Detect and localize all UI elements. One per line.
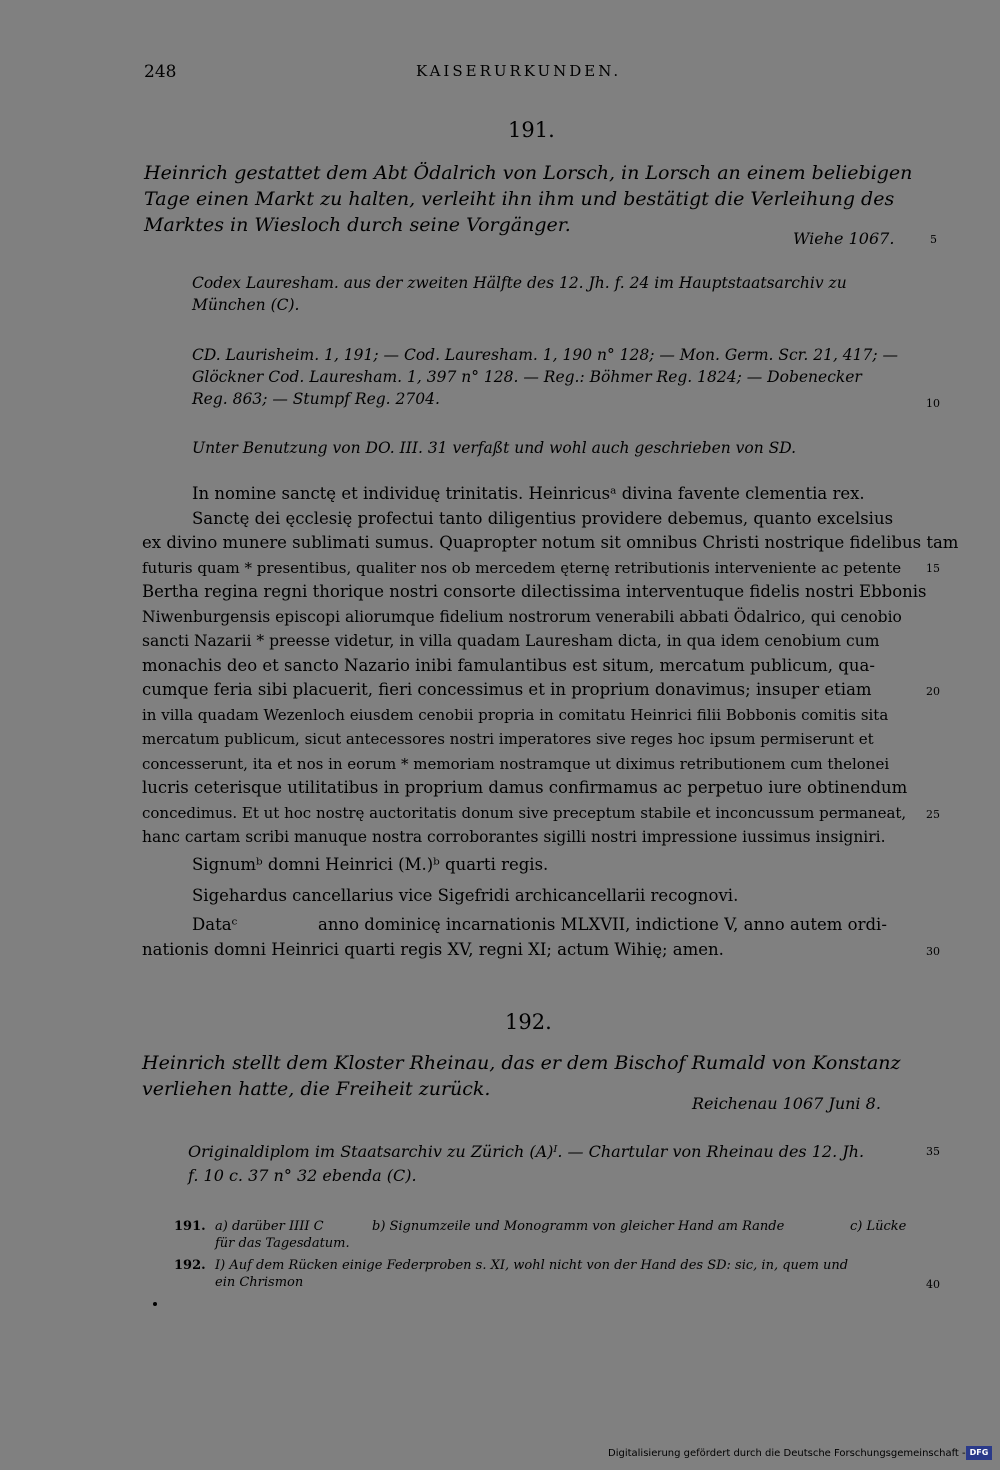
text-line: ex divino munere sublimati sumus. Quapropter notum sit omnibus Christi nostrique fidelibus tam [142,533,959,552]
footnote-192-1-continued: ein Chrismon [215,1275,304,1290]
data-line-2: nationis domni Heinrici quarti regis XV, regni XI; actum Wihię; amen. [142,940,724,959]
source-192 [188,1140,864,1188]
source-line: CD. Laurisheim. 1, 191; — Cod. Lauresham. 1, 190 n° 128; — Mon. Germ. Scr. 21, 417; — [192,346,899,364]
regest-line: Heinrich gestattet dem Abt Ödalrich von Lorsch, in Lorsch an einem beliebigen [144,162,913,184]
text-line-invocatio: In nomine sanctę et individuę trinitatis. Heinricusᵃ divina favente clementia rex. [192,484,865,503]
regest-line: Tage einen Markt zu halten, verleiht ihn ihm und bestätigt die Verleihung des [144,188,895,210]
page-number: 248 [144,62,177,82]
source-line: Glöckner Cod. Lauresham. 1, 397 n° 128. — Reg.: Böhmer Reg. 1824; — Dobenecker [192,368,862,386]
signum-line: Signumᵇ domni Heinrici (M.)ᵇ quarti regis. [192,855,549,874]
regest-191 [144,160,914,238]
source-191-note: Unter Benutzung von DO. III. 31 verfaßt und wohl auch geschrieben von SD. [192,439,797,457]
text-line: concesserunt, ita et nos in eorum * memoriam nostramque ut diximus retributionem cum thelonei [142,755,890,773]
regest-line: Heinrich stellt dem Kloster Rheinau, das er dem Bischof Rumald von Konstanz [142,1052,901,1074]
text-line: Niwenburgensis episcopi aliorumque fidelium nostrorum venerabili abbati Ödalrico, qui cenobio [142,608,902,626]
text-line: in villa quadam Wezenloch eiusdem cenobii propria in comitatu Heinrici filii Bobbonis comitis sita [142,706,889,724]
source-line: f. 10 c. 37 n° 32 ebenda (C). [188,1166,417,1185]
footnote-192-1: I) Auf dem Rücken einige Federproben s. XI, wohl nicht von der Hand des SD: sic, in, quem und [215,1258,849,1273]
digitization-credit: Digitalisierung gefördert durch die Deutsche Forschungsgemeinschaft - [608,1448,966,1459]
margin-line-number: 25 [926,808,940,821]
text-line: lucris ceterisque utilitatibus in proprium damus confirmamus ac perpetuo iure obtinendum [142,778,908,797]
text-line: concedimus. Et ut hoc nostrę auctoritatis donum sive preceptum stabile et inconcussum permaneat, [142,804,907,822]
data-line-start: Dataᶜ [192,915,238,934]
source-line: Codex Lauresham. aus der zweiten Hälfte des 12. Jh. f. 24 im Hauptstaatsarchiv zu [192,274,847,292]
margin-line-number: 15 [926,562,940,575]
stray-dot [153,1302,157,1306]
margin-line-number: 30 [926,945,940,958]
text-line: monachis deo et sancto Nazario inibi famulantibus est situm, mercatum publicum, qua- [142,656,875,675]
document-number-192: 192. [505,1010,552,1034]
margin-line-number: 40 [926,1278,940,1291]
text-line: hanc cartam scribi manuque nostra corroborantes sigilli nostri impressione iussimus insigniri. [142,828,886,846]
source-line: Reg. 863; — Stumpf Reg. 2704. [192,390,440,408]
dfg-logo[interactable]: DFG [966,1446,992,1460]
source-line: Originaldiplom im Staatsarchiv zu Zürich (A)ᴵ. — Chartular von Rheinau des 12. Jh. [188,1142,865,1161]
source-191-manuscript [192,272,847,316]
text-line: mercatum publicum, sicut antecessores nostri imperatores sive reges hoc ipsum permiserunt et [142,730,874,748]
margin-line-number: 5 [930,233,937,246]
footnote-191-a: a) darüber IIII C [215,1219,324,1234]
text-line: Sanctę dei ęcclesię profectui tanto diligentius providere debemus, quanto excelsius [192,509,894,528]
text-line: futuris quam * presentibus, qualiter nos ob mercedem ęternę retributionis interveniente ac petente [142,559,902,577]
footnote-191-c-continued: für das Tagesdatum. [215,1236,350,1251]
regest-line: verliehen hatte, die Freiheit zurück. [142,1078,491,1100]
text-line: cumque feria sibi placuerit, fieri concessimus et in proprium donavimus; insuper etiam [142,680,872,699]
source-191-editions [192,344,898,410]
running-title: KAISERURKUNDEN. [416,62,622,80]
date-place-191: Wiehe 1067. [793,229,895,248]
data-line-continuation: anno dominicę incarnationis MLXVII, indictione V, anno autem ordi- [318,915,887,934]
source-line: München (C). [192,296,300,314]
text-line: Bertha regina regni thorique nostri consorte dilectissima interventuque fidelis nostri Ebbonis [142,582,927,601]
recognition-line: Sigehardus cancellarius vice Sigefridi archicancellarii recognovi. [192,886,739,905]
margin-line-number: 10 [926,397,940,410]
regest-line: Marktes in Wiesloch durch seine Vorgänger. [144,214,571,236]
document-number-191: 191. [508,118,555,142]
date-place-192: Reichenau 1067 Juni 8. [692,1094,881,1113]
footnote-label-192: 192. [174,1258,206,1273]
footnote-label-191: 191. [174,1219,206,1234]
margin-line-number: 20 [926,685,940,698]
text-line: sancti Nazarii * preesse videtur, in villa quadam Lauresham dicta, in qua idem cenobium cum [142,632,880,650]
margin-line-number: 35 [926,1145,940,1158]
footnote-191-b: b) Signumzeile und Monogramm von gleicher Hand am Rande [372,1219,785,1234]
footnote-191-c: c) Lücke [850,1219,907,1234]
